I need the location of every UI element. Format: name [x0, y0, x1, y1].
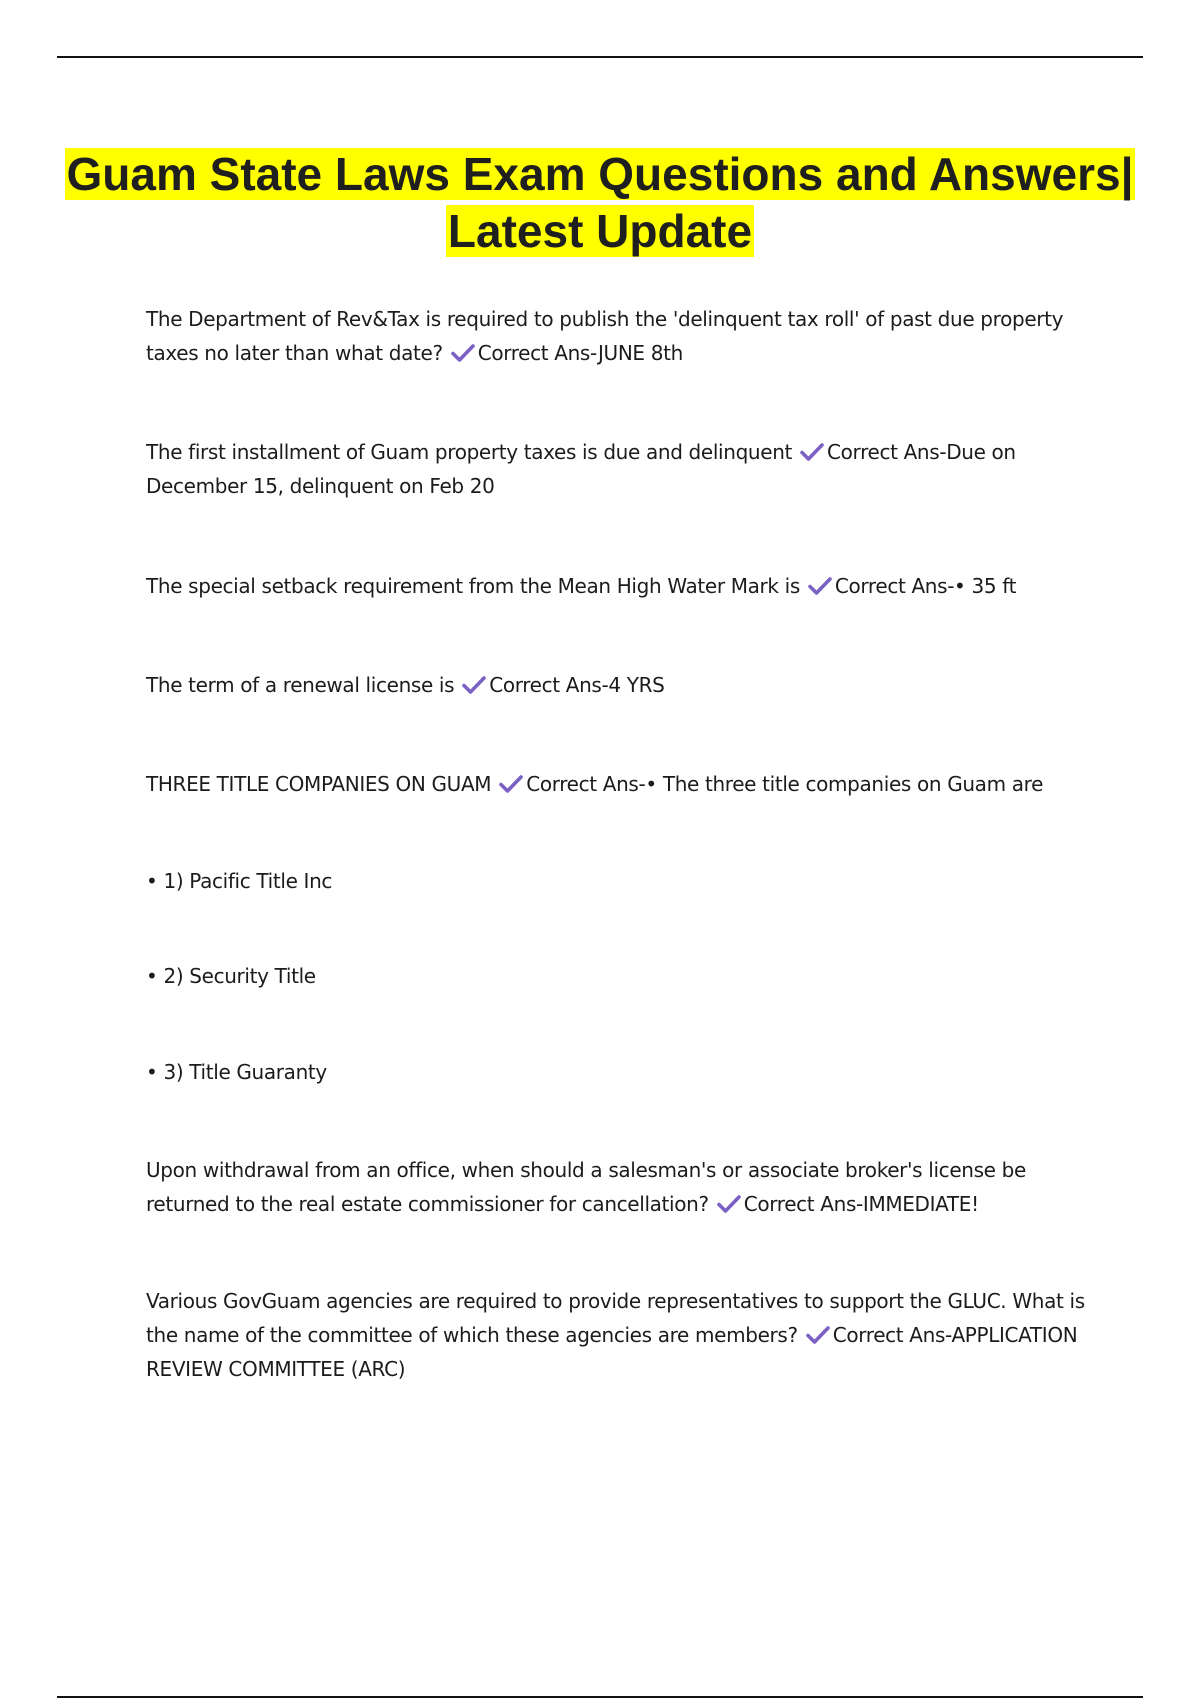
question-text: The special setback requirement from the Mean High Water Mark is [146, 574, 800, 598]
check-icon [717, 1194, 741, 1214]
list-item-text: • 1) Pacific Title Inc [146, 869, 333, 893]
answer-text: Correct Ans-IMMEDIATE! [743, 1192, 979, 1216]
qa-item [146, 767, 1086, 801]
qa-item [146, 668, 1086, 702]
bottom-rule [57, 1696, 1143, 1698]
list-item-text: • 3) Title Guaranty [146, 1060, 327, 1084]
question-text: The Department of Rev&Tax is required to publish the 'delinquent tax roll' of past due property taxes no later than what date? [146, 307, 1064, 365]
question-text: THREE TITLE COMPANIES ON GUAM [146, 772, 492, 796]
question-text: The first installment of Guam property taxes is due and delinquent [146, 440, 793, 464]
answer-text: Correct Ans-Due on December 15, delinquent on Feb 20 [146, 440, 1016, 498]
list-item [146, 864, 1086, 898]
qa-item [146, 569, 1086, 603]
question-text: Various GovGuam agencies are required to provide representatives to support the GLUC. What is the name of the committee of which these agencies are members? [146, 1289, 1085, 1347]
answer-text: Correct Ans-JUNE 8th [477, 341, 683, 365]
answer-text: Correct Ans-4 YRS [489, 673, 665, 697]
answer-text: Correct Ans-• The three title companies on Guam are [526, 772, 1044, 796]
question-text: The term of a renewal license is [146, 673, 455, 697]
answer-text: Correct Ans-APPLICATION REVIEW COMMITTEE (ARC) [146, 1323, 1078, 1381]
list-item [146, 1055, 1086, 1089]
qa-item [146, 435, 1086, 503]
check-icon [800, 442, 824, 462]
question-text: Upon withdrawal from an office, when should a salesman's or associate broker's license be returned to the real estate commissioner for cancellation? [146, 1158, 1026, 1216]
answer-text: Correct Ans-• 35 ft [834, 574, 1017, 598]
check-icon [451, 343, 475, 363]
list-item [146, 959, 1086, 993]
list-item-text: • 2) Security Title [146, 964, 316, 988]
check-icon [499, 774, 523, 794]
document-title: Guam State Laws Exam Questions and Answers| Latest Update [66, 148, 1134, 257]
qa-item [146, 302, 1086, 370]
check-icon [808, 576, 832, 596]
qa-item [146, 1153, 1086, 1221]
top-rule [57, 56, 1143, 58]
qa-item [146, 1284, 1086, 1386]
check-icon [806, 1325, 830, 1345]
title-block [0, 146, 1200, 260]
check-icon [462, 675, 486, 695]
